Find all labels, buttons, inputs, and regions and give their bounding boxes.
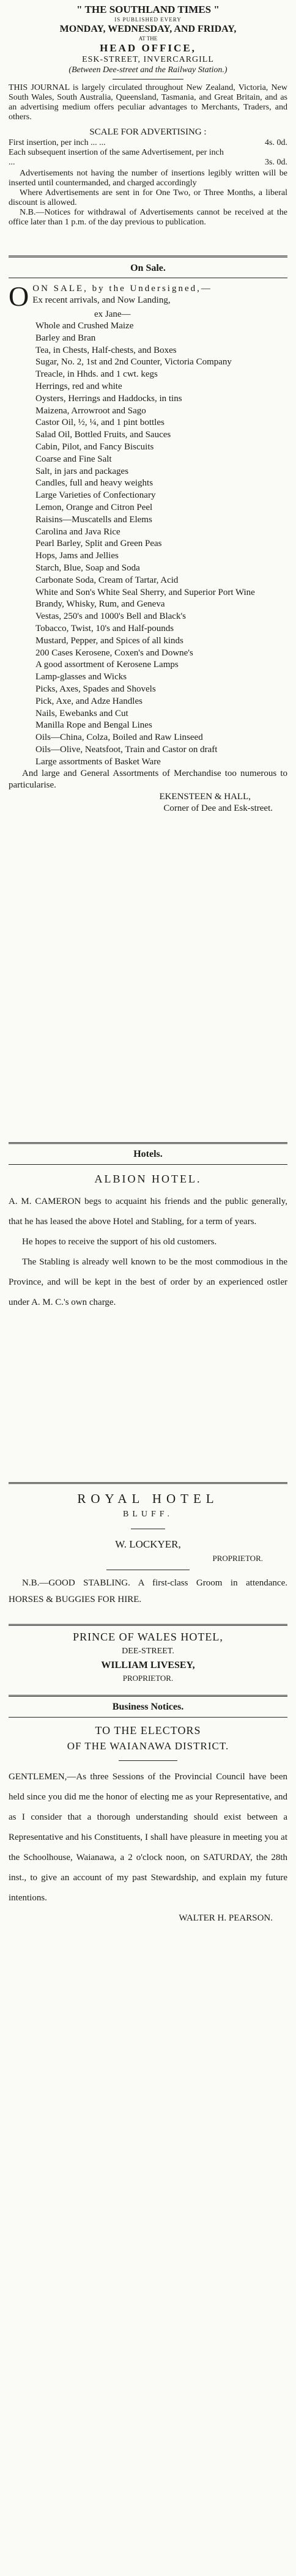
sale-item: Barley and Bran	[35, 333, 96, 343]
business-notices-section	[9, 1700, 287, 1925]
pow-owner: WILLIAM LIVESEY,	[101, 1660, 195, 1670]
times-notice-1: Advertisements not having the number of insertions legibly written will be inserted until countermanded, and charged accordingly	[9, 169, 287, 188]
sale-item: Raisins—Muscatells and Elems	[35, 514, 152, 525]
sale-item: Oils—Olive, Neatsfoot, Train and Castor on draft	[35, 744, 218, 755]
on-sale-heading: On Sale.	[130, 263, 166, 273]
on-sale-intro-block	[9, 283, 287, 320]
sale-item: 200 Cases Kerosene, Coxen's and Downe's	[35, 648, 193, 658]
sale-item: Treacle, in Hhds. and 1 cwt. kegs	[35, 369, 158, 380]
sale-item: Salad Oil, Bottled Fruits, and Sauces	[35, 430, 171, 440]
drop-cap: O	[9, 281, 29, 312]
sale-item: Starch, Blue, Soap and Soda	[35, 563, 140, 573]
sale-item: A good assortment of Kerosene Lamps	[35, 660, 179, 670]
sale-item: Castor Oil, ½, ¼, and 1 pint bottles	[35, 418, 165, 428]
sale-item: Pick, Axe, and Adze Handles	[35, 696, 142, 706]
sale-item: Mustard, Pepper, and Spices of all kinds	[35, 635, 183, 646]
times-address: ESK-STREET, INVERCARGILL	[82, 55, 214, 64]
albion-title: ALBION HOTEL.	[94, 1173, 202, 1185]
on-sale-ex-line: Ex recent arrivals, and Now Landing,	[32, 295, 171, 305]
business-heading: Business Notices.	[112, 1702, 184, 1712]
southland-times-notice	[9, 4, 287, 227]
times-scale-title: SCALE FOR ADVERTISING :	[89, 127, 207, 137]
times-days: MONDAY, WEDNESDAY, AND FRIDAY,	[59, 24, 237, 34]
times-rate-2	[9, 148, 287, 168]
royal-title: ROYAL HOTEL	[77, 1491, 219, 1506]
royal-nb: N.B.—GOOD STABLING. A first-class Groom in attendance. HORSES & BUGGIES FOR HIRE.	[9, 1578, 287, 1604]
sale-item: Tobacco, Twist, 10's and Half-pounds	[35, 623, 174, 633]
royal-owner: W. LOCKYER,	[115, 1538, 181, 1550]
divider	[9, 1717, 287, 1718]
sale-item: Coarse and Fine Salt	[35, 454, 112, 464]
electors-signature: WALTER H. PEARSON.	[179, 1913, 273, 1923]
sale-item: Sugar, No. 2, 1st and 2nd Counter, Victoria Company	[35, 357, 232, 367]
sale-item: Herrings, red and white	[35, 381, 122, 391]
on-sale-firm-address: Corner of Dee and Esk-street.	[163, 803, 273, 814]
on-sale-closing: And large and General Assortments of Merchandise too numerous to particularise.	[9, 769, 287, 791]
section-divider	[9, 1142, 287, 1144]
on-sale-firm: EKENSTEEN & HALL,	[159, 792, 251, 802]
times-body: THIS JOURNAL is largely circulated throughout New Zealand, Victoria, New South Wales, South Australia, Queensland, Tasmania, and Great Britain, and as an advertising medium offers peculiar advantages to Merchants, Traders, and others.	[9, 83, 287, 122]
sale-item: Salt, in jars and packages	[35, 466, 129, 476]
albion-paragraph-2: He hopes to receive the support of his old customers.	[22, 1237, 217, 1247]
section-divider	[9, 1482, 287, 1484]
sale-item: Whole and Crushed Maize	[35, 321, 134, 331]
divider	[9, 1164, 287, 1165]
sale-item: Pearl Barley, Split and Green Peas	[35, 539, 162, 549]
pow-title: PRINCE OF WALES HOTEL,	[73, 1631, 223, 1643]
electors-district: OF THE WAIANAWA DISTRICT.	[67, 1740, 229, 1752]
sale-item: Lemon, Orange and Citron Peel	[35, 502, 153, 512]
electors-body: GENTLEMEN,—As three Sessions of the Provincial Council have been held since you did me the honor of electing me as your Representative, and as I consider that a thorough understanding should exist between a Representative and his Constituents, I shall have pleasure in meeting you at the Schoolhouse, Waianawa, a 2 o'clock noon, on SATURDAY, the 28th inst., to give an account of my past Stewardship, and explain my future intentions.	[9, 1772, 287, 1903]
sale-item: Hops, Jams and Jellies	[35, 551, 119, 561]
times-notice-2: Where Advertisements are sent in for One Two, or Three Months, a liberal discount is allowed.	[9, 188, 287, 207]
section-divider	[9, 1624, 287, 1626]
electors-title: TO THE ELECTORS	[95, 1724, 201, 1736]
times-published-line: IS PUBLISHED EVERY	[114, 17, 182, 23]
sale-item: Candles, full and heavy weights	[35, 478, 154, 489]
sale-item: Maizena, Arrowroot and Sago	[35, 405, 146, 416]
rate-label: First insertion, per inch ... ...	[9, 138, 106, 147]
sale-item: Oils—China, Colza, Boiled and Raw Linseed	[35, 733, 203, 743]
royal-hotel-ad	[9, 1489, 287, 1608]
times-between: (Between Dee-street and the Railway Station.)	[68, 65, 228, 75]
on-sale-section	[9, 262, 287, 814]
section-divider	[9, 256, 287, 257]
sale-item: Cabin, Pilot, and Fancy Biscuits	[35, 441, 154, 452]
times-title: " THE SOUTHLAND TIMES "	[76, 4, 220, 15]
sale-item: Carolina and Java Rice	[35, 526, 120, 537]
sale-item: White and Son's White Seal Sherry, and Superior Port Wine	[35, 587, 255, 597]
prince-of-wales-hotel-ad	[9, 1629, 287, 1684]
on-sale-item-list	[9, 320, 287, 768]
hotels-heading: Hotels.	[133, 1149, 163, 1159]
sale-item: Vestas, 250's and 1000's Bell and Black's	[35, 611, 186, 622]
times-rate-1	[9, 138, 287, 148]
sale-item: Large assortments of Basket Ware	[35, 756, 161, 767]
sale-item: Oysters, Herrings and Haddocks, in tins	[35, 393, 182, 404]
sale-item: Manilla Rope and Bengal Lines	[35, 720, 152, 731]
royal-place: BLUFF.	[123, 1510, 173, 1519]
on-sale-intro: ON SALE, by the Undersigned,—	[32, 284, 212, 293]
section-divider	[9, 1695, 287, 1697]
pow-street: DEE-STREET.	[122, 1647, 174, 1656]
royal-role: PROPRIETOR.	[212, 1554, 263, 1563]
rate-value: 3s. 0d.	[265, 158, 287, 167]
sale-item: Large Varieties of Confectionary	[35, 490, 156, 501]
albion-paragraph-3: The Stabling is already well known to be the most commodious in the Province, and will be kept in the best of order by an experienced ostler under A. M. C.'s own charge.	[9, 1257, 287, 1307]
sale-item: Carbonate Soda, Cream of Tartar, Acid	[35, 575, 179, 585]
sale-item: Brandy, Whisky, Rum, and Geneva	[35, 599, 165, 610]
times-at-the: AT THE	[138, 35, 158, 42]
sale-item: Picks, Axes, Spades and Shovels	[35, 684, 156, 694]
pow-role: PROPRIETOR.	[122, 1674, 174, 1683]
sale-item: Lamp-glasses and Wicks	[35, 672, 127, 682]
sale-item: Tea, in Chests, Half-chests, and Boxes	[35, 345, 177, 355]
albion-paragraph-1: A. M. CAMERON begs to acquaint his friends and the public generally, that he has leased the above Hotel and Stabling, for a term of years.	[9, 1197, 287, 1227]
rate-label: Each subsequent insertion of the same Advertisement, per inch ...	[9, 148, 224, 167]
hotels-section	[9, 1147, 287, 1313]
sale-item: Nails, Ewebanks and Cut	[35, 708, 128, 718]
on-sale-ex-jane: ex Jane—	[94, 309, 131, 319]
rate-value: 4s. 0d.	[265, 138, 287, 147]
times-head-office: HEAD OFFICE,	[100, 42, 196, 54]
divider	[119, 1760, 177, 1761]
times-notice-3: N.B.—Notices for withdrawal of Advertisements cannot be received at the office later than 1 p.m. of the day previous to publication.	[9, 208, 287, 227]
